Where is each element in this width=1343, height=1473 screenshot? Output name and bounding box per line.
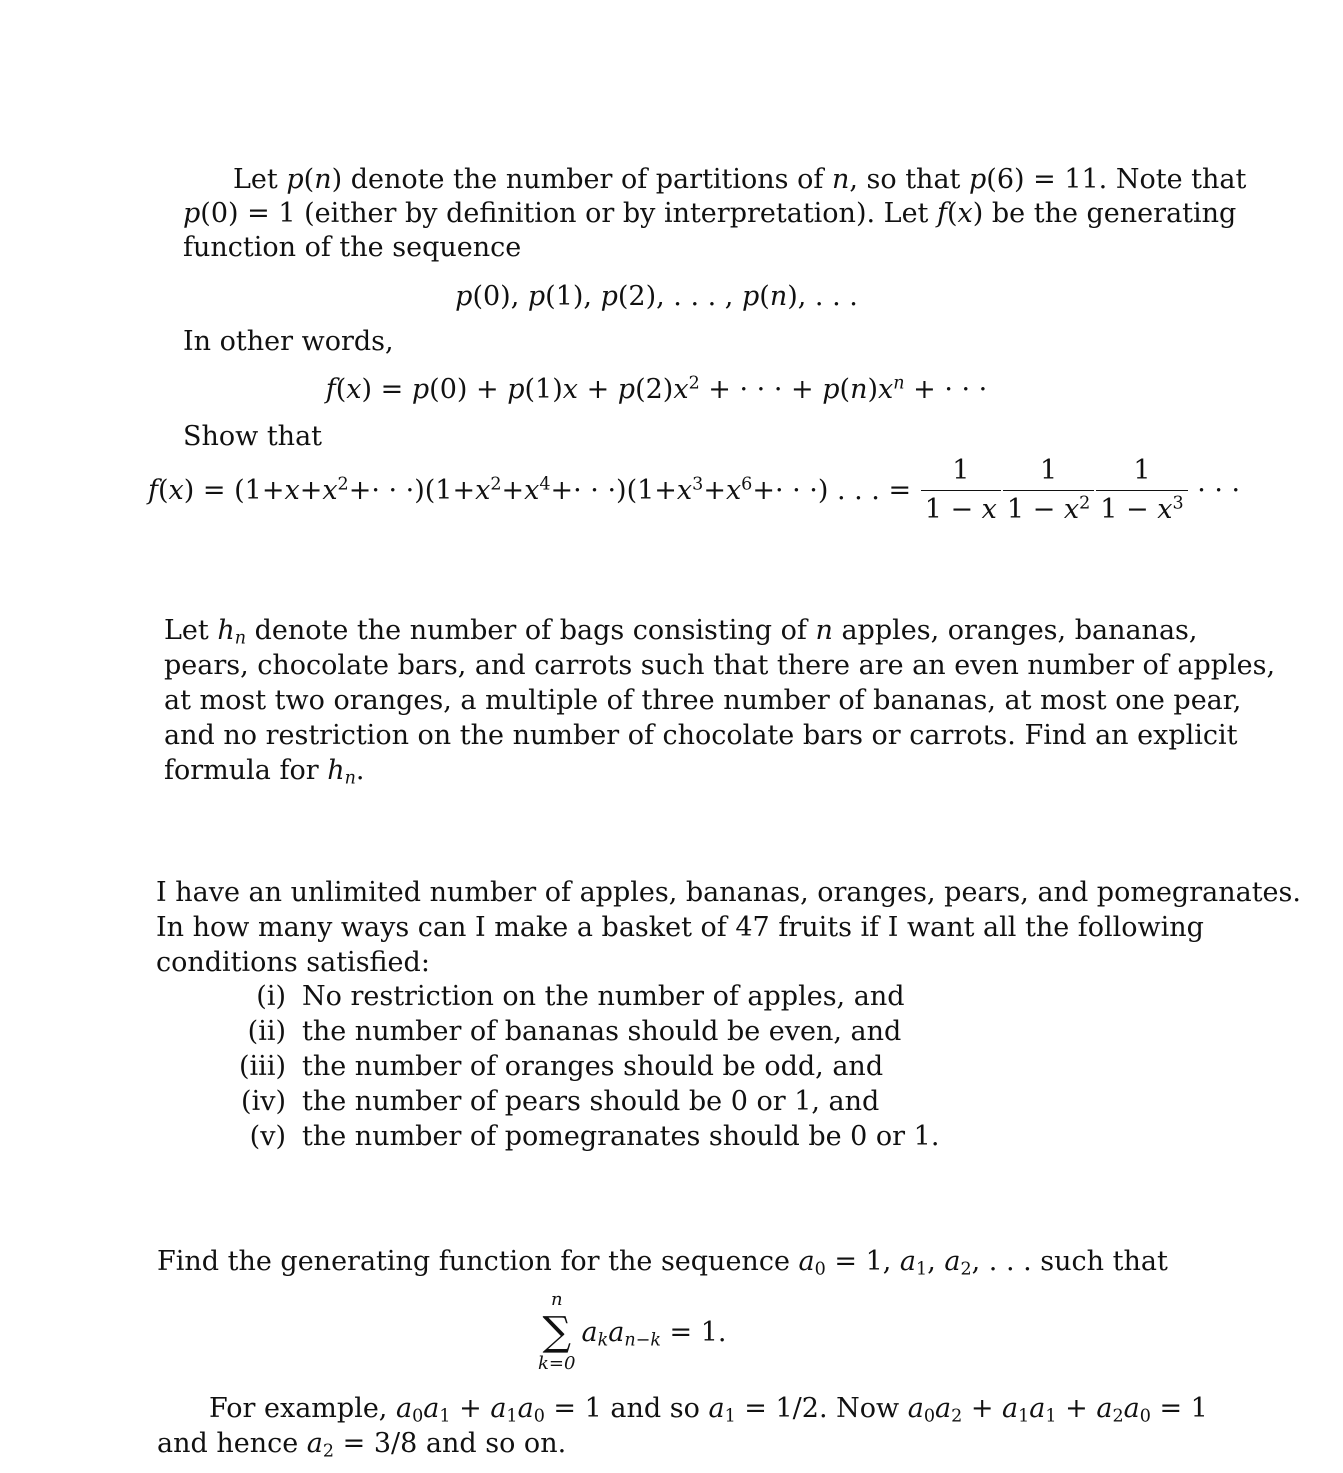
problem-2-line-1: Let $h_n$ denote the number of bags consisting of n apples, oranges, bananas, (164, 615, 1198, 649)
problem-4-line-1: Find the generating function for the sequence $a_0 = 1$, $a_1$, $a_2$, . . . such that (157, 1246, 1168, 1280)
show-that-text: Show that (183, 421, 323, 452)
condition-item (220, 1119, 939, 1154)
in-other-words-text: In other words, (183, 326, 394, 357)
fraction-1: $\frac{1}{1 - x}$ (921, 454, 1001, 527)
problem-4-example-line-1: For example, $a_0a_1 + a_1a_0 = 1$ and so $a_1 = 1/2$. Now $a_0a_2 + a_1a_1 + a_2a_0 = 1$ (209, 1393, 1208, 1427)
fraction-2: $\frac{1}{1 - x^2}$ (1003, 454, 1094, 527)
condition-text: the number of oranges should be odd, and (302, 1051, 884, 1082)
problem-3-line-2: In how many ways can I make a basket of 47 fruits if I want all the following (156, 912, 1204, 943)
series-equation: $f(x) = p(0) + p(1)x + p(2)x^2$ + · · · + $p(n)x^n$ + · · · (325, 373, 988, 405)
condition-item (220, 1084, 939, 1119)
sequence-equation: p(0), p(1), p(2), . . . , p(n), . . . (455, 281, 858, 312)
condition-label: (iii) (239, 1051, 286, 1082)
product-equation: $f(x) = (1+x+x^2+\cdot \cdot \cdot)(1+x^2+x^4+\cdot \cdot \cdot)(1+x^3+x^6+\cdot$ · ·) . . . = $\frac{1}{1 - x}$ $\frac{1}{1 - x^2}$ $\frac{1}{1 - x^3}$ · · · (148, 455, 1241, 525)
fraction-3: $\frac{1}{1 - x^3}$ (1096, 454, 1187, 527)
condition-text: the number of pears should be 0 or 1, and (302, 1086, 880, 1117)
condition-label: (iv) (241, 1086, 286, 1117)
problem-1-intro-line-2: p(0) = 1 (either by definition or by interpretation). Let f(x) be the generating (183, 198, 1237, 229)
condition-item (220, 1014, 939, 1049)
problem-1-intro-line-3: function of the sequence (183, 232, 522, 263)
condition-text: No restriction on the number of apples, and (302, 981, 905, 1012)
problem-3-line-3: conditions satisfied: (156, 947, 430, 978)
problem-3-line-1: I have an unlimited number of apples, bananas, oranges, pears, and pomegranates. (156, 877, 1301, 908)
condition-label: (i) (256, 981, 286, 1012)
problem-2-line-2: pears, chocolate bars, and carrots such that there are an even number of apples, (164, 650, 1276, 681)
problem-1-intro-line-1: Let p(n) denote the number of partitions of n, so that p(6) = 11. Note that (233, 164, 1247, 195)
sum-equation: n ∑ k=0 $a_ka_{n-k} = 1$. (538, 1289, 727, 1374)
condition-item (220, 979, 939, 1014)
condition-text: the number of bananas should be even, and (302, 1016, 902, 1047)
condition-label: (ii) (247, 1016, 286, 1047)
conditions-list (220, 979, 939, 1154)
problem-4-example-line-2: and hence $a_2 = 3/8$ and so on. (157, 1428, 567, 1462)
problem-2-line-5: formula for $h_n$. (164, 755, 365, 789)
sigma-symbol: n ∑ k=0 (538, 1289, 576, 1374)
problem-2-line-4: and no restriction on the number of chocolate bars or carrots. Find an explicit (164, 720, 1238, 751)
problem-2-line-3: at most two oranges, a multiple of three number of bananas, at most one pear, (164, 685, 1242, 716)
condition-text: the number of pomegranates should be 0 or 1. (302, 1121, 940, 1152)
condition-label: (v) (249, 1121, 286, 1152)
condition-item (220, 1049, 939, 1084)
